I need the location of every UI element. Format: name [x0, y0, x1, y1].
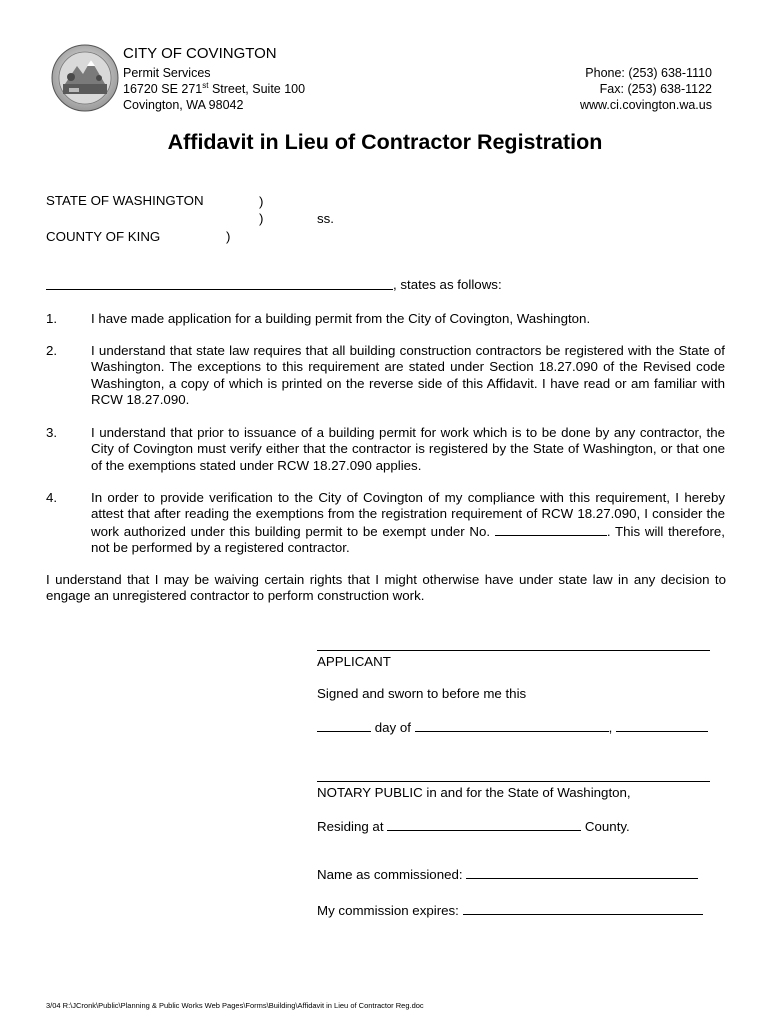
item-1-number: 1.	[46, 311, 58, 326]
residing-at-line: Residing at County.	[317, 819, 630, 834]
applicant-signature-line[interactable]	[317, 634, 710, 651]
contact-block	[580, 65, 712, 113]
venue-state: STATE OF WASHINGTON	[46, 193, 204, 208]
street-address: 16720 SE 271st Street, Suite 100	[123, 80, 306, 96]
page-title: Affidavit in Lieu of Contractor Registration	[167, 130, 603, 154]
day-field[interactable]	[317, 719, 371, 732]
name-commissioned-line: Name as commissioned:	[317, 866, 698, 882]
states-as-follows: , states as follows:	[393, 277, 502, 292]
applicant-label: APPLICANT	[317, 654, 391, 669]
item-3-number: 3.	[46, 425, 58, 440]
commission-expires-line: My commission expires:	[317, 902, 703, 918]
website: www.ci.covington.wa.us	[579, 98, 712, 112]
city-name: CITY OF COVINGTON	[123, 45, 277, 62]
name-commissioned-field[interactable]	[466, 866, 698, 879]
date-line: day of ,	[317, 719, 708, 735]
footer-file-path: 3/04 R:\JCronk\Public\Planning & Public Works Web Pages\Forms\Building\Affidavit in Lieu of Contractor Reg.doc	[46, 1001, 424, 1010]
venue-ss: ss.	[317, 211, 334, 226]
item-2-number: 2.	[46, 343, 58, 358]
commission-expires-field[interactable]	[463, 902, 703, 915]
notary-signature-line[interactable]	[317, 765, 710, 782]
sworn-statement: Signed and sworn to before me this	[317, 686, 527, 701]
affiant-name-field[interactable]	[46, 275, 393, 290]
item-2-text: I understand that state law requires that all building construction contractors be registered with the State of Washington. The exceptions to this requirement are stated under Section 18.27.090 of the Revised code Washington, a copy of which is printed on the reverse side of this Affidavit. I have read or am familiar with RCW 18.27.090.	[91, 343, 725, 408]
address-block	[123, 65, 305, 113]
exemption-number-field[interactable]	[495, 523, 607, 536]
venue-paren-3: )	[226, 229, 231, 244]
month-field[interactable]	[415, 719, 609, 732]
venue-paren-1: )	[259, 194, 264, 209]
city-state-zip: Covington, WA 98042	[123, 98, 244, 112]
phone: Phone: (253) 638-1110	[585, 66, 712, 80]
residing-county-field[interactable]	[387, 818, 581, 831]
item-3-text: I understand that prior to issuance of a building permit for work which is to be done by any contractor, the City of Covington must verify either that the contractor is registered by the State of Washington, or that one of the exemptions stated under RCW 18.27.090 applies.	[91, 425, 725, 473]
city-seal-logo	[51, 44, 119, 112]
fax: Fax: (253) 638-1122	[599, 82, 712, 96]
item-1-text: I have made application for a building permit from the City of Covington, Washington.	[91, 311, 591, 326]
waiver-statement: I understand that I may be waiving certain rights that I might otherwise have under state law in any decision to engage an unregistered contractor to perform construction work.	[46, 572, 726, 604]
venue-paren-2: )	[259, 211, 264, 226]
year-field[interactable]	[616, 719, 708, 732]
department: Permit Services	[123, 66, 211, 80]
item-4-number: 4.	[46, 490, 58, 505]
notary-label: NOTARY PUBLIC in and for the State of Washington,	[317, 785, 631, 800]
item-4-text: In order to provide verification to the City of Covington of my compliance with this requirement, I hereby attest that after reading the exemptions from the registration requirement of RCW 18.27.090, I consider the work authorized under this building permit to be exempt under No. . This will therefore, not be performed by a registered contractor.	[91, 490, 725, 556]
venue-county: COUNTY OF KING	[46, 229, 161, 244]
